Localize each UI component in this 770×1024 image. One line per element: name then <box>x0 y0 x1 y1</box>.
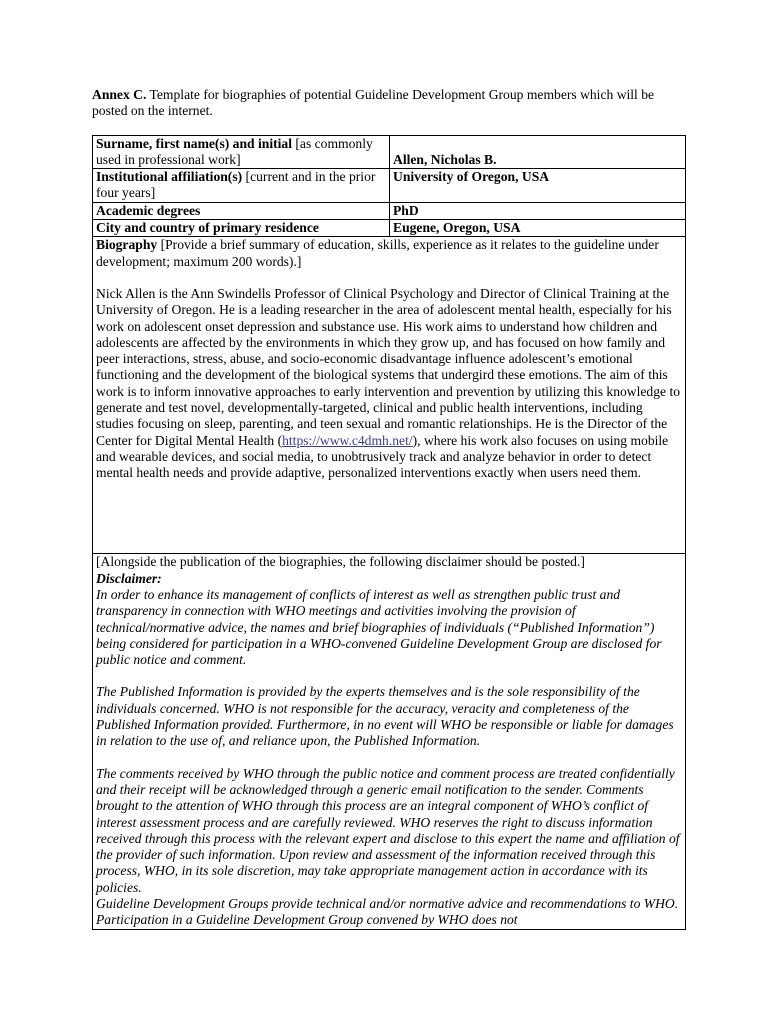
biography-hint: [Provide a brief summary of education, skills, experience as it relates to the guideline under development; maximum 200 words).] <box>96 237 659 269</box>
disclaimer-heading <box>96 571 682 587</box>
biography-text <box>96 286 682 482</box>
affiliation-row <box>93 169 686 203</box>
surname-label: Surname, first name(s) and initial <box>96 135 292 151</box>
affiliation-value-cell <box>390 169 686 203</box>
degrees-value-cell <box>390 202 686 219</box>
biography-text-part1: Nick Allen is the Ann Swindells Professor of Clinical Psychology and Director of Clinical Training at the University of Oregon. He is a leading researcher in the area of adolescent mental health, especially for his work on adolescent onset depression and substance use. His work aims to understand how children and adolescents are affected by the environments in which they grow up, and has focused on how family and peer interactions, stress, abuse, and socio-economic disadvantage influence adolescent’s emotional functioning and the development of the biological systems that undergird these emotions. The aim of this work is to inform innovative approaches to early intervention and prevention by utilizing this knowledge to generate and test novel, developmentally-targeted, clinical and public health interventions, including studies focusing on sleep, parenting, and teen sexual and romantic relationships. He is the Director of the Center for Digital Mental Health ( <box>96 285 681 448</box>
annex-label: Annex C. <box>92 87 147 102</box>
surname-row <box>93 135 686 169</box>
spacer <box>96 668 682 684</box>
disclaimer-heading-text: Disclaimer: <box>96 570 162 586</box>
disclaimer-paragraph-4: Guideline Development Groups provide technical and/or normative advice and recommendations to WHO. Participation in a Guideline Development Group convened by WHO does not <box>96 896 679 928</box>
affiliation-label-cell <box>93 169 390 203</box>
residence-label: City and country of primary residence <box>96 220 319 236</box>
degrees-label-cell <box>93 202 390 219</box>
biography-row <box>93 237 686 554</box>
document-page <box>92 87 686 930</box>
disclaimer-row <box>93 554 686 929</box>
disclaimer-paragraph-1: In order to enhance its management of conflicts of interest as well as strengthen public trust and transparency in connection with WHO meetings and activities involving the provision of technical/normative advice, the names and brief biographies of individuals (“Published Information”) being considered for participation in a WHO-convened Guideline Development Group are disclosed for public notice and comment. <box>96 586 662 668</box>
spacer <box>96 750 682 766</box>
residence-value-cell <box>390 220 686 237</box>
biography-cell <box>93 237 686 554</box>
biography-form-table <box>92 135 686 930</box>
disclaimer-paragraph-2: The Published Information is provided by the experts themselves and is the sole responsibility of the individuals concerned. WHO is not responsible for the accuracy, veracity and completeness of the Published Information provided. Furthermore, in no event will WHO be responsible or liable for damages in relation to the use of, and reliance upon, the Published Information. <box>96 684 674 749</box>
affiliation-value: University of Oregon, USA <box>393 169 550 185</box>
disclaimer-intro: [Alongside the publication of the biographies, the following disclaimer should be posted.] <box>96 554 585 570</box>
surname-value-cell <box>390 135 686 169</box>
degrees-row <box>93 202 686 219</box>
surname-value: Allen, Nicholas B. <box>393 151 497 167</box>
annex-title-text: Template for biographies of potential Guideline Development Group members which will be posted on the internet. <box>92 87 655 119</box>
disclaimer-cell <box>93 554 686 929</box>
c4dmh-link[interactable]: https://www.c4dmh.net/ <box>282 432 413 448</box>
residence-row <box>93 220 686 237</box>
residence-label-cell <box>93 220 390 237</box>
degrees-label: Academic degrees <box>96 202 201 218</box>
biography-text-part2: ), where his work also focuses on using mobile and wearable devices, and social media, to unobtrusively track and analyze behavior in order to detect mental health needs and provide adaptive, personalized interventions exactly when users need them. <box>96 432 669 481</box>
surname-hint: [as commonly used in professional work] <box>96 135 373 167</box>
disclaimer-paragraph-3: The comments received by WHO through the public notice and comment process are treated confidentially and their receipt will be acknowledged through a generic email notification to the sender. Comments brought to the attention of WHO through this process are an integral component of WHO’s conflict of interest assessment process and are carefully reviewed. WHO reserves the right to discuss information received through this process with the relevant expert and disclose to this expert the name and affiliation of the provider of such information. Upon review and assessment of the information received through this process, WHO, in its sole discretion, may take appropriate management action in accordance with its policies. <box>96 765 680 895</box>
affiliation-label: Institutional affiliation(s) <box>96 169 243 185</box>
surname-label-cell <box>93 135 390 169</box>
degrees-value: PhD <box>393 202 419 218</box>
biography-heading <box>96 237 682 270</box>
biography-label: Biography <box>96 237 158 253</box>
annex-title <box>92 87 686 120</box>
affiliation-hint: [current and in the prior four years] <box>96 169 376 201</box>
residence-value: Eugene, Oregon, USA <box>393 220 521 236</box>
